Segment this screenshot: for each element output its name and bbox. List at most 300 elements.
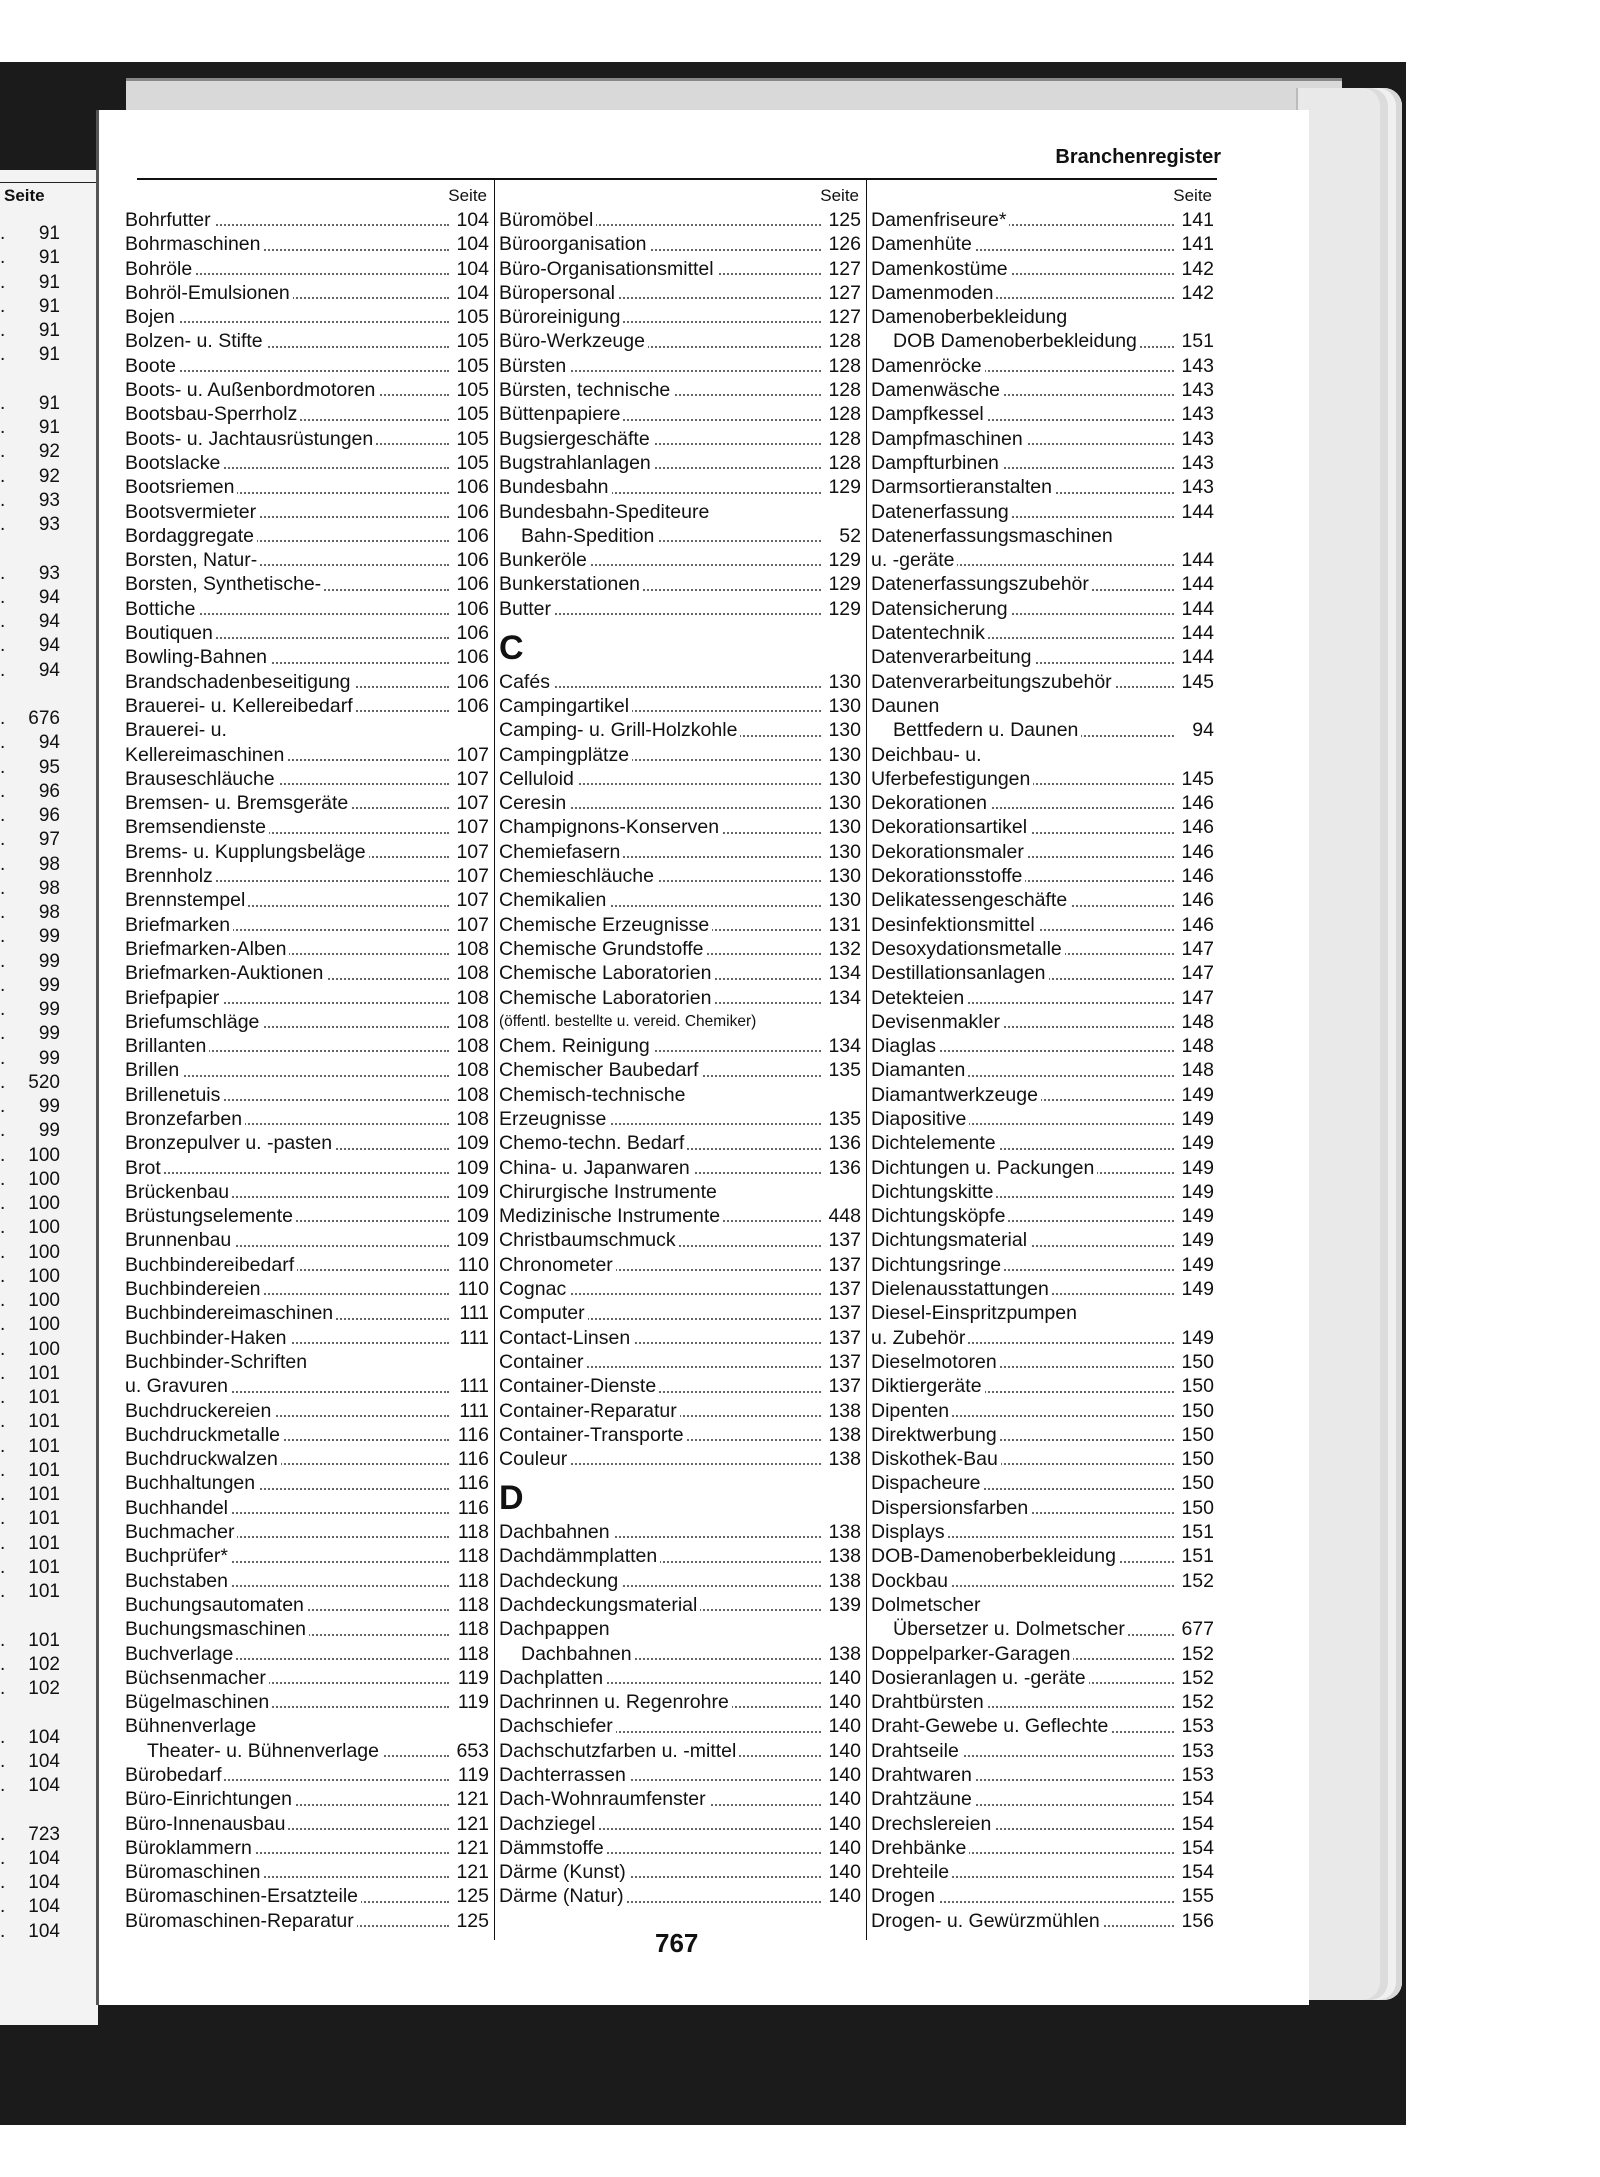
leader-dot: .	[0, 829, 8, 851]
leader-dot: .	[0, 1508, 8, 1530]
index-entry	[499, 257, 863, 281]
left-number-text: 101	[28, 1484, 60, 1505]
entry-term: Bremsendienste	[125, 816, 269, 838]
entry-term: Bügelmaschinen	[125, 1691, 272, 1713]
left-page-number	[0, 1532, 96, 1556]
entry-term: Chemische Erzeugnisse	[499, 914, 712, 936]
entry-page-number: 137	[825, 1253, 861, 1277]
entry-page-number: 145	[1178, 670, 1214, 694]
leader-dot: .	[0, 320, 8, 341]
entry-page-number: 147	[1178, 986, 1214, 1010]
entry-page-number: 108	[453, 1083, 489, 1107]
leader-dot: .	[0, 1096, 8, 1117]
index-entry	[871, 1569, 1216, 1593]
index-entry	[871, 1301, 1216, 1325]
entry-page-number: 116	[455, 1496, 489, 1520]
entry-term: Dachpappen	[499, 1618, 613, 1640]
entry-term: Champignons-Konserven	[499, 816, 722, 838]
entry-page-number: 677	[1178, 1617, 1214, 1641]
entry-page-number: 146	[1178, 864, 1214, 888]
index-entry	[125, 645, 491, 669]
entry-page-number: 151	[1178, 1520, 1214, 1544]
index-entry	[499, 1301, 863, 1325]
index-entry	[125, 1496, 491, 1520]
entry-term: Buchbindereimaschinen	[125, 1302, 336, 1324]
index-entry	[871, 475, 1216, 499]
entry-term: Brillanten	[125, 1035, 209, 1057]
left-number-text: 104	[28, 1726, 60, 1748]
column-header	[871, 182, 1216, 208]
index-entry	[871, 1787, 1216, 1811]
entry-page-number: 134	[825, 961, 861, 985]
index-entry	[871, 1010, 1216, 1034]
index-entry	[499, 718, 863, 742]
entry-term: Brüstungselemente	[125, 1205, 296, 1227]
entry-term: Brauerei- u. Kellereibedarf	[125, 695, 356, 717]
entry-term: Büroreinigung	[499, 306, 623, 328]
left-number-text: 97	[38, 829, 60, 851]
entry-term: Deichbau- u.	[871, 744, 985, 766]
entry-term: Damenfriseure*	[871, 209, 1009, 231]
left-number-text: 91	[38, 344, 60, 366]
entry-page-number: 132	[825, 937, 861, 961]
left-page-number	[0, 1798, 96, 1822]
left-number-text: 91	[38, 392, 60, 414]
left-page-number	[0, 707, 96, 731]
index-entry	[125, 1860, 491, 1884]
entry-page-number: 151	[1178, 1544, 1214, 1568]
entry-page-number: 109	[453, 1228, 489, 1252]
index-entry	[499, 1253, 863, 1277]
index-entry	[125, 1350, 491, 1374]
entry-term: Ceresin	[499, 792, 569, 814]
left-page-number	[0, 1507, 96, 1531]
left-page-number	[0, 1580, 96, 1604]
entry-page-number: 135	[825, 1107, 861, 1131]
left-page-number	[0, 1362, 96, 1386]
left-page-number	[0, 222, 96, 246]
left-page-number	[0, 1823, 96, 1847]
leader-dot: .	[0, 1556, 8, 1578]
entry-term: Dachschiefer	[499, 1715, 616, 1737]
entry-term: Chronometer	[499, 1254, 616, 1276]
entry-page-number: 118	[455, 1642, 489, 1666]
index-entry	[499, 1350, 863, 1374]
index-entry	[871, 1496, 1216, 1520]
index-entry	[499, 1812, 863, 1836]
entry-page-number: 128	[825, 427, 861, 451]
entry-term: Bahn-Spedition	[499, 525, 657, 547]
entry-page-number: 106	[453, 694, 489, 718]
page-number: 767	[655, 1928, 699, 1958]
entry-term: Christbaumschmuck	[499, 1229, 679, 1251]
index-entry	[125, 208, 491, 232]
entry-term: Boote	[125, 355, 179, 377]
left-number-text: 99	[38, 974, 60, 996]
left-page-number	[0, 1071, 96, 1095]
entry-term: Dichtungskitte	[871, 1181, 996, 1203]
left-number-text: 91	[38, 271, 60, 293]
entry-page-number: 140	[825, 1714, 861, 1738]
index-entry	[499, 864, 863, 888]
entry-page-number: 138	[825, 1569, 861, 1593]
entry-term: Dichtelemente	[871, 1132, 999, 1154]
left-number-text: 104	[28, 1920, 60, 1942]
left-page-number	[0, 1556, 96, 1580]
left-page-number	[0, 901, 96, 925]
entry-page-number: 146	[1178, 815, 1214, 839]
left-page-number	[0, 1022, 96, 1046]
entry-page-number: 143	[1178, 475, 1214, 499]
entry-page-number: 155	[1178, 1884, 1214, 1908]
entry-term: Bettfedern u. Daunen	[871, 719, 1081, 741]
leader-dot: .	[0, 1265, 8, 1287]
entry-term: Bootslacke	[125, 452, 223, 474]
entry-page-number: 137	[825, 1301, 861, 1325]
leader-dot: .	[0, 271, 8, 293]
left-header-rule	[0, 182, 96, 183]
entry-term: Brillenetuis	[125, 1084, 223, 1106]
entry-page-number: 149	[1178, 1228, 1214, 1252]
entry-term: Drechslereien	[871, 1813, 994, 1835]
entry-page-number: 130	[825, 888, 861, 912]
entry-term: Chemo-techn. Bedarf	[499, 1132, 687, 1154]
entry-term: Briefmarken-Alben	[125, 938, 289, 960]
entry-term: Chemikalien	[499, 889, 609, 911]
index-entry	[499, 329, 863, 353]
leader-dot: .	[0, 926, 8, 948]
leader-dot: .	[0, 902, 8, 923]
entry-page-number: 153	[1178, 1714, 1214, 1738]
left-page-number	[0, 295, 96, 319]
entry-term: Kellereimaschinen	[125, 744, 287, 766]
index-entry	[871, 1131, 1216, 1155]
left-page-number	[0, 610, 96, 634]
left-page-number	[0, 877, 96, 901]
entry-term: Damenmoden	[871, 282, 996, 304]
index-entry	[499, 451, 863, 475]
left-page-number	[0, 1701, 96, 1725]
left-page-number	[0, 1338, 96, 1362]
leader-dot: .	[0, 1193, 8, 1214]
leader-dot: .	[0, 295, 8, 317]
entry-term: Buchungsautomaten	[125, 1594, 307, 1616]
entry-page-number: 144	[1178, 572, 1214, 596]
index-entry	[499, 1544, 863, 1568]
index-entry	[499, 1593, 863, 1617]
left-page-number	[0, 343, 96, 367]
entry-term: Büromöbel	[499, 209, 596, 231]
entry-term: Datenerfassung	[871, 501, 1012, 523]
left-page-number	[0, 780, 96, 804]
leader-dot: .	[0, 1459, 8, 1481]
index-entry	[871, 597, 1216, 621]
left-number-text: 520	[28, 1071, 60, 1093]
left-number-text: 100	[28, 1144, 60, 1166]
index-entry	[125, 354, 491, 378]
column-divider-1	[494, 180, 495, 1940]
left-page-number	[0, 489, 96, 513]
index-entry	[125, 1884, 491, 1908]
leader-dot: .	[0, 392, 8, 414]
entry-term: Boutiquen	[125, 622, 216, 644]
index-entry	[871, 840, 1216, 864]
leader-dot: .	[0, 780, 8, 802]
index-entry	[125, 1058, 491, 1082]
left-number-text: 94	[38, 732, 60, 754]
entry-term: Drahtzäune	[871, 1788, 975, 1810]
index-entry	[499, 1277, 863, 1301]
left-page-number	[0, 1677, 96, 1701]
entry-page-number: 140	[825, 1884, 861, 1908]
index-entry	[871, 572, 1216, 596]
index-entry	[125, 1131, 491, 1155]
entry-page-number: 104	[453, 281, 489, 305]
left-number-text: 100	[28, 1241, 60, 1263]
entry-page-number: 149	[1178, 1277, 1214, 1301]
entry-term: Briefumschläge	[125, 1011, 262, 1033]
left-number-text: 101	[28, 1629, 60, 1651]
entry-term: Damenkostüme	[871, 258, 1011, 280]
index-entry	[499, 888, 863, 912]
index-entry	[125, 1714, 491, 1738]
index-entry	[125, 427, 491, 451]
entry-page-number: 121	[453, 1787, 489, 1811]
entry-term: Därme (Kunst)	[499, 1861, 629, 1883]
entry-page-number: 130	[825, 840, 861, 864]
entry-term: Bowling-Bahnen	[125, 646, 270, 668]
index-entry	[871, 1156, 1216, 1180]
index-entry	[871, 451, 1216, 475]
leader-dot: .	[0, 465, 8, 487]
entry-term: Buchhandel	[125, 1497, 231, 1519]
index-entry	[499, 572, 863, 596]
entry-page-number: 156	[1178, 1909, 1214, 1933]
entry-term: Dipenten	[871, 1400, 952, 1422]
index-entry	[125, 451, 491, 475]
running-head: Branchenregister	[1055, 146, 1221, 168]
entry-page-number: 129	[825, 597, 861, 621]
entry-term: Medizinische Instrumente	[499, 1205, 723, 1227]
entry-term: Chemische Laboratorien	[499, 962, 714, 984]
index-entry	[499, 1083, 863, 1107]
index-entry	[871, 232, 1216, 256]
entry-page-number: 152	[1178, 1642, 1214, 1666]
index-entry	[125, 232, 491, 256]
entry-page-number: 125	[453, 1884, 489, 1908]
index-entry	[871, 1374, 1216, 1398]
index-entry	[499, 840, 863, 864]
entry-term: Borsten, Natur-	[125, 549, 260, 571]
entry-page-number: 106	[453, 524, 489, 548]
index-entry	[125, 1034, 491, 1058]
index-entry	[871, 354, 1216, 378]
index-entry	[499, 913, 863, 937]
entry-page-number: 149	[1178, 1204, 1214, 1228]
left-page-number	[0, 1895, 96, 1919]
entry-page-number: 150	[1178, 1447, 1214, 1471]
entry-page-number: 140	[825, 1860, 861, 1884]
index-entry	[499, 500, 863, 524]
left-number-text: 101	[28, 1362, 60, 1384]
section-letter: D	[499, 1479, 524, 1518]
entry-term: Datenerfassungszubehör	[871, 573, 1092, 595]
index-entry	[125, 1593, 491, 1617]
left-page-number	[0, 1265, 96, 1289]
index-entry	[125, 1228, 491, 1252]
entry-term: Desinfektionsmittel	[871, 914, 1038, 936]
entry-term: Diamantwerkzeuge	[871, 1084, 1041, 1106]
entry-page-number: 142	[1178, 257, 1214, 281]
leader-dot: .	[0, 1653, 8, 1675]
entry-term: Dosieranlagen u. -geräte	[871, 1667, 1089, 1689]
leader-dot: .	[0, 1920, 8, 1942]
entry-page-number: 137	[825, 1228, 861, 1252]
leader-dot: .	[0, 1678, 8, 1699]
entry-term: Computer	[499, 1302, 588, 1324]
entry-page-number: 129	[825, 475, 861, 499]
entry-term: Buchungsmaschinen	[125, 1618, 309, 1640]
entry-page-number: 153	[1178, 1739, 1214, 1763]
entry-page-number: 125	[825, 208, 861, 232]
entry-term: Dampfturbinen	[871, 452, 1002, 474]
entry-page-number: 104	[453, 232, 489, 256]
entry-page-number: 154	[1178, 1836, 1214, 1860]
entry-term: Bürsten, technische	[499, 379, 673, 401]
index-entry	[125, 1739, 491, 1763]
index-entry	[499, 1447, 863, 1471]
entry-page-number: 108	[453, 986, 489, 1010]
entry-page-number: 150	[1178, 1496, 1214, 1520]
entry-page-number: 137	[825, 1350, 861, 1374]
index-entry	[125, 1253, 491, 1277]
entry-page-number: 134	[825, 1034, 861, 1058]
entry-term: Dispersionsfarben	[871, 1497, 1031, 1519]
left-number-text: 96	[38, 780, 60, 802]
index-entry	[125, 864, 491, 888]
leader-dot: .	[0, 1314, 8, 1336]
entry-term: China- u. Japanwaren	[499, 1157, 693, 1179]
index-entry	[499, 1739, 863, 1763]
left-page-number	[0, 950, 96, 974]
left-page-number	[0, 853, 96, 877]
index-entry	[125, 1423, 491, 1447]
index-entry	[125, 791, 491, 815]
index-entry	[499, 694, 863, 718]
leader-dot: .	[0, 1047, 8, 1069]
index-entry	[871, 1909, 1216, 1933]
entry-term: Briefmarken	[125, 914, 233, 936]
left-page-number	[0, 246, 96, 270]
entry-page-number: 106	[453, 475, 489, 499]
leader-dot: .	[0, 514, 8, 535]
entry-page-number: 118	[455, 1617, 489, 1641]
entry-page-number: 128	[825, 451, 861, 475]
index-entry	[125, 475, 491, 499]
left-number-text: 104	[28, 1872, 60, 1893]
entry-page-number: 108	[453, 1058, 489, 1082]
entry-term: Dichtungen u. Packungen	[871, 1157, 1097, 1179]
left-number-text: 104	[28, 1847, 60, 1869]
index-entry	[871, 1739, 1216, 1763]
index-entry	[125, 1812, 491, 1836]
entry-term: Bürobedarf	[125, 1764, 224, 1786]
entry-term: Borsten, Synthetische-	[125, 573, 324, 595]
entry-page-number: 128	[825, 354, 861, 378]
entry-page-number: 143	[1178, 354, 1214, 378]
entry-page-number: 127	[825, 281, 861, 305]
entry-page-number: 137	[825, 1326, 861, 1350]
index-entry	[125, 1180, 491, 1204]
entry-term: Datensicherung	[871, 598, 1011, 620]
left-number-text: 100	[28, 1290, 60, 1311]
index-entry	[499, 961, 863, 985]
index-entry	[871, 1107, 1216, 1131]
entry-page-number: 106	[453, 597, 489, 621]
entry-page-number: 121	[453, 1860, 489, 1884]
left-number-text: 100	[28, 1217, 60, 1239]
index-entry	[125, 1156, 491, 1180]
entry-term: Cognac	[499, 1278, 569, 1300]
index-entry	[871, 767, 1216, 791]
entry-term: u. -geräte	[871, 549, 957, 571]
index-entry	[125, 694, 491, 718]
entry-term: Devisenmakler	[871, 1011, 1003, 1033]
entry-page-number: 105	[453, 427, 489, 451]
entry-term: Dampfkessel	[871, 403, 987, 425]
index-entry	[125, 1204, 491, 1228]
entry-page-number: 128	[825, 378, 861, 402]
entry-term: Datenverarbeitung	[871, 646, 1034, 668]
entry-term: Direktwerbung	[871, 1424, 1000, 1446]
leader-dot: .	[0, 1023, 8, 1045]
entry-page-number: 105	[453, 354, 489, 378]
leader-dot: .	[0, 974, 8, 996]
leader-dot: .	[0, 441, 8, 463]
entry-term: Bronzepulver u. -pasten	[125, 1132, 335, 1154]
index-entry	[499, 232, 863, 256]
entry-term: Dachziegel	[499, 1813, 598, 1835]
index-entry	[871, 1228, 1216, 1252]
entry-page-number: 126	[825, 232, 861, 256]
entry-term: Bugsiergeschäfte	[499, 428, 653, 450]
leader-dot: .	[0, 1241, 8, 1263]
leader-dot: .	[0, 950, 8, 972]
left-number-text: 94	[38, 659, 60, 681]
entry-term: Darmsortieranstalten	[871, 476, 1055, 498]
index-entry	[499, 402, 863, 426]
entry-term: Dachrinnen u. Regenrohre	[499, 1691, 732, 1713]
entry-page-number: 140	[825, 1690, 861, 1714]
index-entry	[499, 1010, 863, 1034]
index-entry	[871, 402, 1216, 426]
entry-page-number: 153	[1178, 1763, 1214, 1787]
index-entry	[871, 378, 1216, 402]
left-number-text: 98	[38, 902, 60, 923]
entry-page-number: 106	[453, 670, 489, 694]
entry-page-number: 137	[825, 1374, 861, 1398]
book-page-edges	[1296, 88, 1402, 2000]
entry-page-number: 127	[825, 257, 861, 281]
entry-page-number: 150	[1178, 1350, 1214, 1374]
entry-term: Büromaschinen-Ersatzteile	[125, 1885, 361, 1907]
entry-page-number: 130	[825, 767, 861, 791]
entry-term: Drahtbürsten	[871, 1691, 987, 1713]
index-entry	[125, 937, 491, 961]
entry-page-number: 144	[1178, 645, 1214, 669]
leader-dot: .	[0, 1362, 8, 1384]
entry-term: Dach-Wohnraumfenster	[499, 1788, 709, 1810]
